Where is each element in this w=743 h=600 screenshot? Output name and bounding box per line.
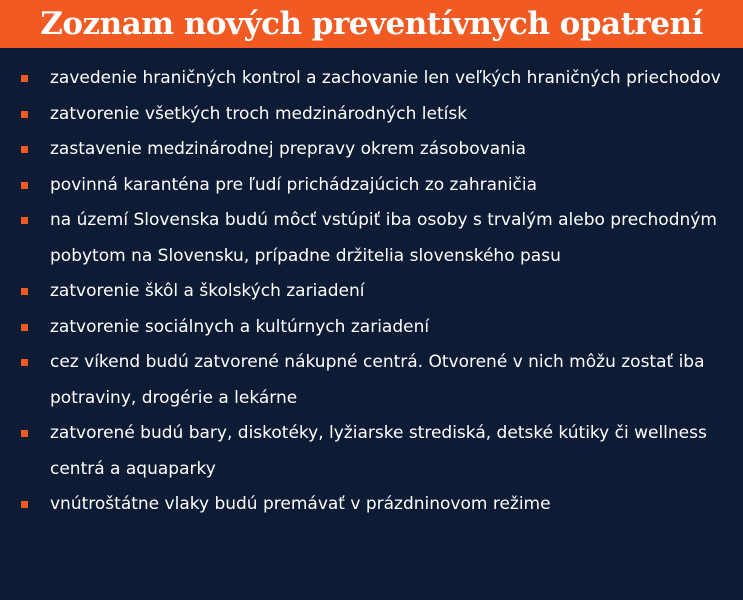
- header-bar: [0, 0, 743, 48]
- list-item: [0, 487, 743, 523]
- list-item: [0, 132, 743, 168]
- list-item-text: povinná karanténa pre ľudí prichádzajúcich zo zahraničia: [50, 174, 538, 195]
- bullet-icon: [21, 146, 28, 153]
- bullet-icon: [21, 217, 28, 224]
- list-item-text: zatvorenie všetkých troch medzinárodných letísk: [50, 103, 468, 124]
- list-item-text: zavedenie hraničných kontrol a zachovanie len veľkých hraničných priechodov: [50, 68, 721, 88]
- list-item-text: zatvorené budú bary, diskotéky, lyžiarske strediská, detské kútiky či wellness centrá a aquaparky: [50, 423, 707, 479]
- bullet-icon: [21, 111, 28, 118]
- list-item-text: vnútroštátne vlaky budú premávať v prázdninovom režime: [50, 494, 551, 514]
- list-item: [0, 274, 743, 310]
- bullet-icon: [21, 75, 28, 82]
- measures-list: [0, 48, 743, 523]
- bullet-icon: [21, 501, 28, 508]
- bullet-icon: [21, 288, 28, 295]
- bullet-icon: [21, 324, 28, 331]
- list-item-text: cez víkend budú zatvorené nákupné centrá. Otvorené v nich môžu zostať iba potraviny, drogérie a lekárne: [50, 352, 705, 408]
- list-item: [0, 168, 743, 204]
- bullet-icon: [21, 430, 28, 437]
- list-item-text: zastavenie medzinárodnej prepravy okrem zásobovania: [50, 139, 527, 159]
- list-item-text: zatvorenie sociálnych a kultúrnych zariadení: [50, 316, 430, 337]
- list-item: [0, 416, 743, 487]
- list-item: [0, 310, 743, 346]
- page-title: Zoznam nových preventívnych opatrení: [40, 5, 703, 42]
- bullet-icon: [21, 359, 28, 366]
- list-item: [0, 97, 743, 133]
- bullet-icon: [21, 182, 28, 189]
- list-item: [0, 61, 743, 97]
- list-item-text: zatvorenie škôl a školských zariadení: [50, 281, 365, 301]
- list-item: [0, 203, 743, 274]
- list-item-text: na území Slovenska budú môcť vstúpiť iba osoby s trvalým alebo prechodným pobytom na Slovensku, prípadne držitelia slovenského pasu: [50, 210, 717, 266]
- list-item: [0, 345, 743, 416]
